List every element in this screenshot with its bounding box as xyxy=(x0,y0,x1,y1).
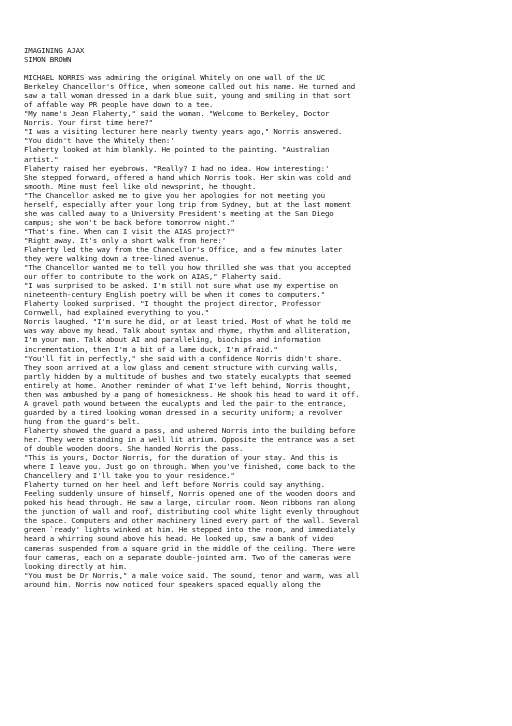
text-line: where I leave you. Just go on through. When you've finished, come back to the xyxy=(24,462,356,472)
text-line: of double wooden doors. She handed Norris the pass. xyxy=(24,444,244,454)
text-line: She stepped forward, offered a hand which Norris took. Her skin was cold and xyxy=(24,172,351,182)
text-line: smooth. Mine must feel like old newsprint, he thought. xyxy=(24,181,257,191)
text-line: "My name's Jean Flaherty," said the woman. "Welcome to Berkeley, Doctor xyxy=(24,109,330,119)
text-line: hung from the guard's belt. xyxy=(24,416,141,426)
text-line: Berkeley Chancellor's Office, when someone called out his name. He turned and xyxy=(24,82,356,92)
text-line: "You must be Dr Norris," a male voice said. The sound, tenor and warm, was all xyxy=(24,570,360,580)
text-line: Feeling suddenly unsure of himself, Norris opened one of the wooden doors and xyxy=(24,489,356,499)
text-line: her. They were standing in a well lit atrium. Opposite the entrance was a set xyxy=(24,434,356,444)
text-line: nineteenth-century English poetry will be when it comes to computers." xyxy=(24,290,325,300)
text-line: Norris. Your first time here?" xyxy=(24,118,153,128)
text-line: cameras suspended from a square grid in the middle of the ceiling. There were xyxy=(24,543,356,553)
text-line: looking directly at him. xyxy=(24,561,128,571)
text-line: they were walking down a tree-lined avenue. xyxy=(24,254,209,264)
text-line: "The Chancellor wanted me to tell you how thrilled she was that you accepted xyxy=(24,263,351,273)
text-line: around him. Norris now noticed four speakers spaced equally along the xyxy=(24,579,321,589)
text-line: the space. Computers and other machinery lined every part of the wall. Several xyxy=(24,516,360,526)
text-line: of affable way PR people have down to a tee. xyxy=(24,100,214,110)
text-line: poked his head through. He saw a large, circular room. Neon ribbons ran along xyxy=(24,498,356,508)
text-line: Flaherty turned on her heel and left before Norris could say anything. xyxy=(24,480,325,490)
story-author: SIMON BROWN xyxy=(24,55,72,65)
text-line: Cornwell, had explained everything to you." xyxy=(24,308,209,318)
story-body xyxy=(24,73,500,589)
text-line: the junction of wall and roof, distributing cool white light evenly throughout xyxy=(24,507,360,517)
text-line: artist." xyxy=(24,154,59,164)
text-line: was way above my head. Talk about syntax and rhyme, rhythm and alliteration, xyxy=(24,326,351,336)
text-line: Flaherty led the way from the Chancellor's Office, and a few minutes later xyxy=(24,244,343,254)
text-line: Flaherty looked surprised. "I thought the project director, Professor xyxy=(24,299,321,309)
text-line: then was ambushed by a pang of homesickness. He shook his head to ward it off. xyxy=(24,389,360,399)
text-line: green `ready' lights winked at him. He stepped into the room, and immediately xyxy=(24,525,356,535)
story-title: IMAGINING AJAX xyxy=(24,46,85,55)
text-line: "The Chancellor asked me to give you her apologies for not meeting you xyxy=(24,190,325,200)
text-line: Flaherty looked at him blankly. He pointed to the painting. "Australian xyxy=(24,145,330,155)
text-line: MICHAEL NORRIS was admiring the original Whitely on one wall of the UC xyxy=(24,73,325,83)
text-line: heard a whirring sound above his head. He looked up, saw a bank of video xyxy=(24,534,334,544)
text-line: Flaherty raised her eyebrows. "Really? I had no idea. How interesting:' xyxy=(24,163,330,173)
text-line: incrementation, then I'm a bit of a lame duck, I'm afraid." xyxy=(24,344,278,354)
text-line: Chancellery and I'll take you to your residence." xyxy=(24,471,235,481)
text-line: our offer to contribute to the work on AIAS," Flaherty said. xyxy=(24,272,282,282)
text-line: entirely at home. Another reminder of what I've left behind, Norris thought, xyxy=(24,380,351,390)
text-line: campus; she won't be back before tomorrow night." xyxy=(24,217,235,227)
text-line: "I was a visiting lecturer here nearly twenty years ago," Norris answered. xyxy=(24,127,343,137)
text-line: "You didn't have the Whitely then:' xyxy=(24,136,175,146)
text-line: Norris laughed. "I'm sure he did, or at least tried. Most of what he told me xyxy=(24,317,351,327)
text-line: They soon arrived at a low glass and cement structure with curving walls, xyxy=(24,362,338,372)
text-line: "I was surprised to be asked. I'm still not sure what use my expertise on xyxy=(24,281,338,291)
text-line: "You'll fit in perfectly," she said with a confidence Norris didn't share. xyxy=(24,353,343,363)
text-line: A gravel path wound between the eucalypts and led the pair to the entrance, xyxy=(24,398,347,408)
text-line: she was called away to a University President's meeting at the San Diego xyxy=(24,208,334,218)
text-line: "Right away. It's only a short walk from here:' xyxy=(24,235,227,245)
text-line: Flaherty showed the guard a pass, and ushered Norris into the building before xyxy=(24,425,356,435)
text-line: I'm your man. Talk about AI and paralleling, biochips and information xyxy=(24,335,321,345)
text-line: saw a tall woman dressed in a dark blue suit, young and smiling in that sort xyxy=(24,91,351,101)
document-header xyxy=(24,46,500,64)
document-page xyxy=(24,46,500,589)
text-line: "That's fine. When can I visit the AIAS project?" xyxy=(24,226,235,236)
text-line: herself, especially after your long trip from Sydney, but at the last moment xyxy=(24,199,351,209)
text-line: partly hidden by a multitude of bushes and two stately eucalypts that seemed xyxy=(24,371,351,381)
text-line: four cameras, each on a separate double-jointed arm. Two of the cameras were xyxy=(24,552,351,562)
text-line: "This is yours, Doctor Norris, for the duration of your stay. And this is xyxy=(24,453,338,463)
text-line: guarded by a tired looking woman dressed in a security uniform; a revolver xyxy=(24,407,343,417)
